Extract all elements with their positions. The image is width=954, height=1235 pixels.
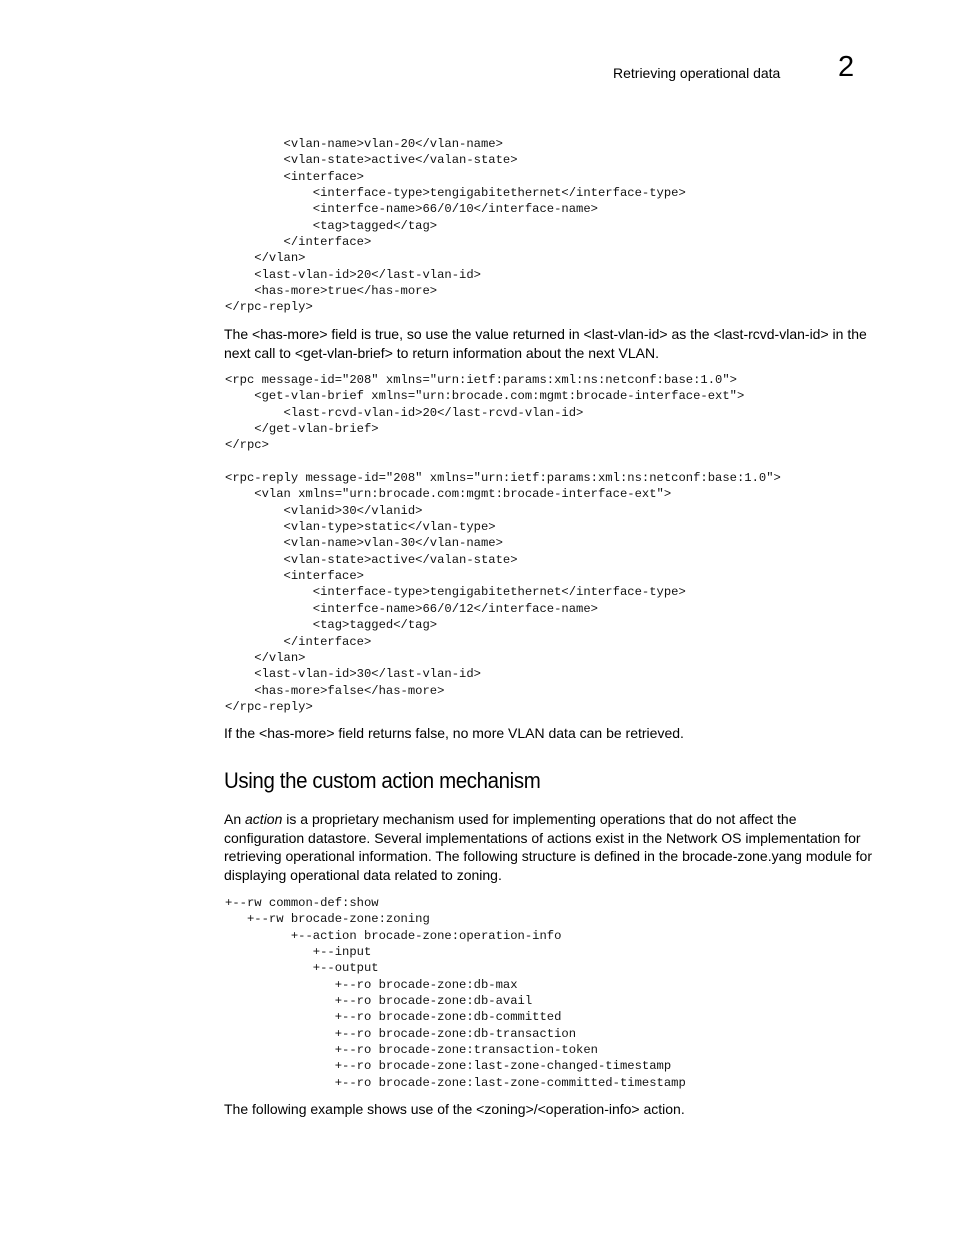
code-line: <vlan-state>active</valan-state>	[225, 552, 518, 567]
code-line: +--ro brocade-zone:last-zone-changed-timestamp	[225, 1059, 672, 1074]
code-line: +--ro brocade-zone:transaction-token	[225, 1043, 598, 1058]
code-line: </rpc>	[225, 438, 269, 453]
code-line: <vlan-type>static</vlan-type>	[225, 520, 496, 535]
code-line: <interfce-name>66/0/12</interface-name>	[225, 601, 598, 616]
code-line: +--action brocade-zone:operation-info	[225, 928, 562, 943]
paragraph-text: An	[224, 811, 246, 827]
code-line	[225, 454, 781, 470]
section-heading: Using the custom action mechanism	[224, 768, 541, 793]
code-line: </rpc-reply>	[225, 699, 313, 714]
code-line: +--ro brocade-zone:db-committed	[225, 1010, 562, 1025]
code-line: <last-rcvd-vlan-id>20</last-rcvd-vlan-id>	[225, 405, 584, 420]
code-line: <vlanid>30</vlanid>	[225, 503, 423, 518]
code-line: <interface>	[225, 569, 364, 584]
code-line: </vlan>	[225, 251, 306, 266]
code-line: +--rw brocade-zone:zoning	[225, 912, 430, 927]
code-line: <vlan xmlns="urn:brocade.com:mgmt:brocade-interface-ext">	[225, 487, 672, 502]
code-line: <vlan-name>vlan-30</vlan-name>	[225, 536, 503, 551]
code-line: <last-vlan-id>20</last-vlan-id>	[225, 267, 481, 282]
code-line: <interface>	[225, 169, 364, 184]
code-line: <rpc message-id="208" xmlns="urn:ietf:params:xml:ns:netconf:base:1.0">	[225, 373, 737, 387]
code-line: +--rw common-def:show	[225, 896, 379, 910]
paragraph-text: is a proprietary mechanism used for implementing operations that do not affect the configuration datastore. Several implementations of actions exist in the Network OS implementation for retrieving operational information. The following structure is defined in the brocade-zone.yang module for displaying operational data related to zoning.	[224, 811, 872, 883]
code-line: <interfce-name>66/0/10</interface-name>	[225, 202, 598, 217]
code-line: <last-vlan-id>30</last-vlan-id>	[225, 667, 481, 682]
code-line: +--output	[225, 961, 379, 976]
code-line: <interface-type>tengigabitethernet</interface-type>	[225, 186, 686, 201]
code-line: <interface-type>tengigabitethernet</interface-type>	[225, 585, 686, 600]
paragraph-action-description	[224, 810, 874, 884]
code-line: <tag>tagged</tag>	[225, 618, 438, 633]
code-line: +--ro brocade-zone:db-avail	[225, 994, 533, 1009]
code-block-vlan-request-reply-2	[225, 372, 781, 715]
code-line: <get-vlan-brief xmlns="urn:brocade.com:mgmt:brocade-interface-ext">	[225, 389, 745, 404]
code-line: <rpc-reply message-id="208" xmlns="urn:ietf:params:xml:ns:netconf:base:1.0">	[225, 471, 781, 486]
code-block-vlan-reply-1	[225, 136, 686, 316]
emphasis-term: action	[245, 811, 283, 827]
paragraph-example-intro: The following example shows use of the <zoning>/<operation-info> action.	[224, 1101, 685, 1117]
code-block-zoning-structure	[225, 895, 686, 1091]
paragraph-has-more-true: The <has-more> field is true, so use the value returned in <last-vlan-id> as the <last-rcvd-vlan-id> in the next call to <get-vlan-brief> to return information about the next VLAN.	[224, 326, 867, 361]
code-line: <has-more>true</has-more>	[225, 284, 438, 299]
code-line: <tag>tagged</tag>	[225, 218, 438, 233]
code-line: </interface>	[225, 634, 372, 649]
code-line: <vlan-name>vlan-20</vlan-name>	[225, 137, 503, 151]
code-line: +--ro brocade-zone:last-zone-committed-timestamp	[225, 1075, 686, 1090]
chapter-number: 2	[838, 51, 855, 83]
paragraph-has-more-false: If the <has-more> field returns false, no more VLAN data can be retrieved.	[224, 725, 684, 741]
code-line: <has-more>false</has-more>	[225, 683, 445, 698]
code-line: +--ro brocade-zone:db-transaction	[225, 1026, 577, 1041]
code-line: </vlan>	[225, 650, 306, 665]
code-line: </get-vlan-brief>	[225, 422, 379, 437]
code-line: <vlan-state>active</valan-state>	[225, 153, 518, 168]
code-line: </interface>	[225, 235, 372, 250]
code-line: +--ro brocade-zone:db-max	[225, 977, 518, 992]
code-line: </rpc-reply>	[225, 300, 313, 315]
running-header-title: Retrieving operational data	[613, 65, 781, 81]
code-line: +--input	[225, 945, 372, 960]
